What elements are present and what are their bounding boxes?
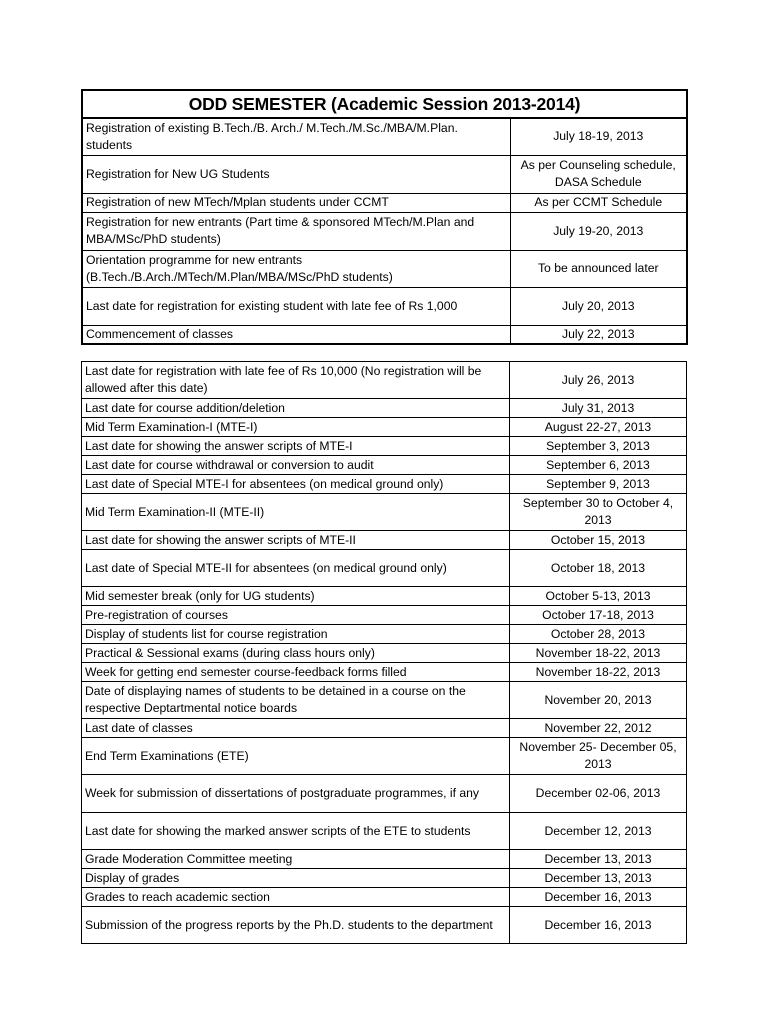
date-cell: July 18-19, 2013 (510, 118, 687, 155)
table-row (82, 418, 687, 437)
event-cell: Last date for showing the answer scripts of MTE-II (82, 531, 510, 550)
event-cell: Orientation programme for new entrants (B.Tech./B.Arch./MTech/M.Plan/MBA/MSc/PhD students) (82, 250, 510, 287)
event-cell: Last date for registration for existing student with late fee of Rs 1,000 (82, 287, 510, 325)
date-cell: October 28, 2013 (510, 625, 687, 644)
date-cell: September 6, 2013 (510, 456, 687, 475)
date-cell: July 20, 2013 (510, 287, 687, 325)
date-cell: November 18-22, 2013 (510, 663, 687, 682)
table-row (82, 606, 687, 625)
date-cell: As per Counseling schedule, DASA Schedule (510, 155, 687, 193)
event-cell: Date of displaying names of students to be detained in a course on the respective Deptartmental notice boards (82, 682, 510, 719)
event-cell: Submission of the progress reports by the Ph.D. students to the department (82, 907, 510, 944)
event-cell: Registration for new entrants (Part time & sponsored MTech/M.Plan and MBA/MSc/PhD students) (82, 212, 510, 250)
date-cell: September 9, 2013 (510, 475, 687, 494)
event-cell: Week for getting end semester course-feedback forms filled (82, 663, 510, 682)
date-cell: December 16, 2013 (510, 907, 687, 944)
event-cell: Last date for registration with late fee of Rs 10,000 (No registration will be allowed after this date) (82, 362, 510, 399)
date-cell: December 13, 2013 (510, 869, 687, 888)
table-row (82, 362, 687, 399)
event-cell: Last date of classes (82, 719, 510, 738)
event-cell: Display of grades (82, 869, 510, 888)
event-cell: Last date of Special MTE-I for absentees (on medical ground only) (82, 475, 510, 494)
date-cell: October 5-13, 2013 (510, 587, 687, 606)
table-row (82, 475, 687, 494)
table-row (82, 155, 687, 193)
table-row (82, 494, 687, 531)
date-cell: November 25- December 05, 2013 (510, 738, 687, 775)
date-cell: July 31, 2013 (510, 399, 687, 418)
table-row (82, 850, 687, 869)
table-row (82, 888, 687, 907)
date-cell: November 20, 2013 (510, 682, 687, 719)
event-cell: Registration for New UG Students (82, 155, 510, 193)
date-cell: July 26, 2013 (510, 362, 687, 399)
date-cell: July 22, 2013 (510, 325, 687, 344)
event-cell: Registration of existing B.Tech./B. Arch./ M.Tech./M.Sc./MBA/M.Plan. students (82, 118, 510, 155)
event-cell: Last date for showing the answer scripts of MTE-I (82, 437, 510, 456)
table-row (82, 625, 687, 644)
date-cell: October 17-18, 2013 (510, 606, 687, 625)
table-row (82, 775, 687, 813)
table-row (82, 644, 687, 663)
table-row (82, 250, 687, 287)
table-row (82, 212, 687, 250)
date-cell: November 22, 2012 (510, 719, 687, 738)
event-cell: Grade Moderation Committee meeting (82, 850, 510, 869)
date-cell: To be announced later (510, 250, 687, 287)
table-row (82, 719, 687, 738)
date-cell: September 3, 2013 (510, 437, 687, 456)
event-cell: Mid Term Examination-II (MTE-II) (82, 494, 510, 531)
date-cell: October 15, 2013 (510, 531, 687, 550)
date-cell: December 16, 2013 (510, 888, 687, 907)
event-cell: Mid Term Examination-I (MTE-I) (82, 418, 510, 437)
table-row (82, 813, 687, 850)
date-cell: August 22-27, 2013 (510, 418, 687, 437)
table-row (82, 118, 687, 155)
event-cell: Practical & Sessional exams (during class hours only) (82, 644, 510, 663)
date-cell: September 30 to October 4, 2013 (510, 494, 687, 531)
schedule-table-top (81, 89, 686, 345)
table-row (82, 325, 687, 344)
table-row (82, 587, 687, 606)
table-row (82, 738, 687, 775)
date-cell: December 13, 2013 (510, 850, 687, 869)
table-row (82, 437, 687, 456)
table-row (82, 456, 687, 475)
table-row (82, 682, 687, 719)
event-cell: Pre-registration of courses (82, 606, 510, 625)
schedule-table-bottom (81, 361, 686, 944)
table-row (82, 663, 687, 682)
date-cell: As per CCMT Schedule (510, 193, 687, 212)
table-row (82, 550, 687, 587)
date-cell: July 19-20, 2013 (510, 212, 687, 250)
event-cell: Last date for course withdrawal or conversion to audit (82, 456, 510, 475)
date-cell: October 18, 2013 (510, 550, 687, 587)
page-title: ODD SEMESTER (Academic Session 2013-2014) (82, 90, 687, 118)
event-cell: End Term Examinations (ETE) (82, 738, 510, 775)
table-row (82, 869, 687, 888)
table-row (82, 399, 687, 418)
event-cell: Last date for showing the marked answer scripts of the ETE to students (82, 813, 510, 850)
table-row (82, 531, 687, 550)
date-cell: November 18-22, 2013 (510, 644, 687, 663)
event-cell: Mid semester break (only for UG students) (82, 587, 510, 606)
event-cell: Display of students list for course registration (82, 625, 510, 644)
event-cell: Last date for course addition/deletion (82, 399, 510, 418)
table-row (82, 193, 687, 212)
date-cell: December 02-06, 2013 (510, 775, 687, 813)
event-cell: Week for submission of dissertations of postgraduate programmes, if any (82, 775, 510, 813)
event-cell: Last date of Special MTE-II for absentees (on medical ground only) (82, 550, 510, 587)
event-cell: Commencement of classes (82, 325, 510, 344)
event-cell: Registration of new MTech/Mplan students under CCMT (82, 193, 510, 212)
date-cell: December 12, 2013 (510, 813, 687, 850)
table-row (82, 907, 687, 944)
table-row (82, 287, 687, 325)
event-cell: Grades to reach academic section (82, 888, 510, 907)
